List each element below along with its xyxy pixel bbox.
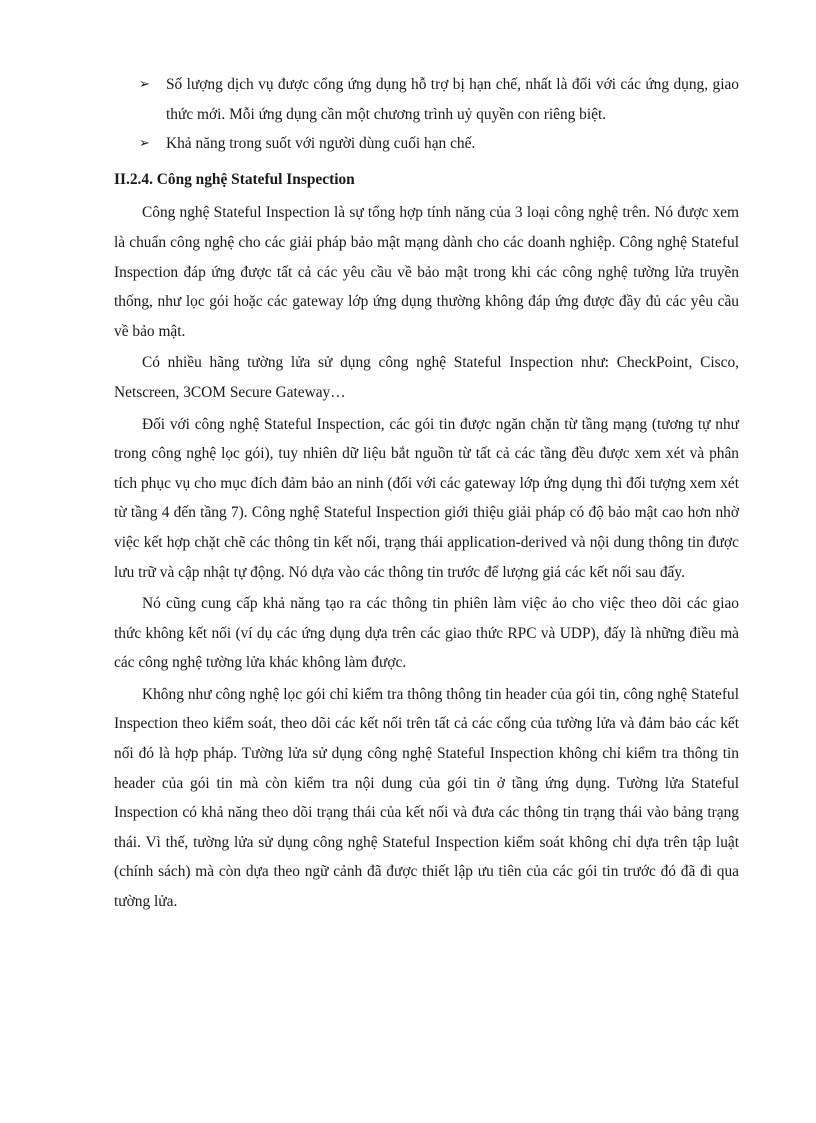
paragraph: Đối với công nghệ Stateful Inspection, các gói tin được ngăn chặn từ tầng mạng (tương tự như trong công nghệ lọc gói), tuy nhiên dữ liệu bắt nguồn từ tất cả các tầng đều được xem xét và phân tích phục vụ cho mục đích đảm bảo an ninh (đối với các gateway lớp ứng dụng thì đối tượng xem xét từ tầng 4 đến tầng 7). Công nghệ Stateful Inspection giới thiệu giải pháp có độ bảo mật cao hơn nhờ việc kết hợp chặt chẽ các thông tin kết nối, trạng thái application-derived và nội dung thông tin được lưu trữ và cập nhật tự động. Nó dựa vào các thông tin trước để lượng giá các kết nối sau đấy. (114, 415, 739, 581)
arrow-bullet-icon: ➢ (139, 136, 150, 152)
paragraph: Có nhiều hãng tường lửa sử dụng công nghệ Stateful Inspection như: CheckPoint, Cisco, Netscreen, 3COM Secure Gateway… (114, 354, 739, 401)
paragraph: Nó cũng cung cấp khả năng tạo ra các thông tin phiên làm việc ảo cho việc theo dõi các giao thức không kết nối (ví dụ các ứng dụng dựa trên các giao thức RPC và UDP), đấy là những điều mà các công nghệ tường lửa khác không làm được. (114, 595, 739, 672)
bullet-list (114, 70, 739, 159)
bullet-text: Số lượng dịch vụ được cổng ứng dụng hỗ trợ bị hạn chế, nhất là đối với các ứng dụng, giao thức mới. Mỗi ứng dụng cần một chương trình uỷ quyền con riêng biệt. (166, 76, 739, 123)
bullet-text: Khả năng trong suốt với người dùng cuối hạn chế. (166, 135, 476, 153)
paragraph: Không như công nghệ lọc gói chỉ kiểm tra thông thông tin header của gói tin, công nghệ Stateful Inspection theo kiểm soát, theo dõi các kết nối trên tất cả các cổng của tường lửa và đảm bảo các kết nối đó là hợp pháp. Tường lửa sử dụng công nghệ Stateful Inspection không chỉ kiểm tra thông tin header của gói tin mà còn kiểm tra nội dung của gói tin ở tầng ứng dụng. Tường lửa Stateful Inspection có khả năng theo dõi trạng thái của kết nối và đưa các thông tin trạng thái vào bảng trạng thái. Vì thế, tường lửa sử dụng công nghệ Stateful Inspection kiểm soát không chỉ dựa trên tập luật (chính sách) mà còn dựa theo ngữ cảnh đã được thiết lập ưu tiên của các gói tin trước đó đã đi qua tường lửa. (114, 685, 739, 911)
bullet-item (114, 129, 739, 159)
paragraph: Công nghệ Stateful Inspection là sự tổng hợp tính năng của 3 loại công nghệ trên. Nó được xem là chuẩn công nghệ cho các giải pháp bảo mật mạng dành cho các doanh nghiệp. Công nghệ Stateful Inspection đáp ứng được tất cả các yêu cầu về bảo mật trong khi các công nghệ tường lửa truyền thống, như lọc gói hoặc các gateway lớp ứng dụng thường không đáp ứng được đầy đủ các yêu cầu về bảo mật. (114, 204, 739, 340)
document-page (114, 70, 739, 919)
arrow-bullet-icon: ➢ (139, 77, 150, 92)
section-heading: II.2.4. Công nghệ Stateful Inspection (114, 170, 355, 188)
bullet-item (114, 70, 739, 129)
